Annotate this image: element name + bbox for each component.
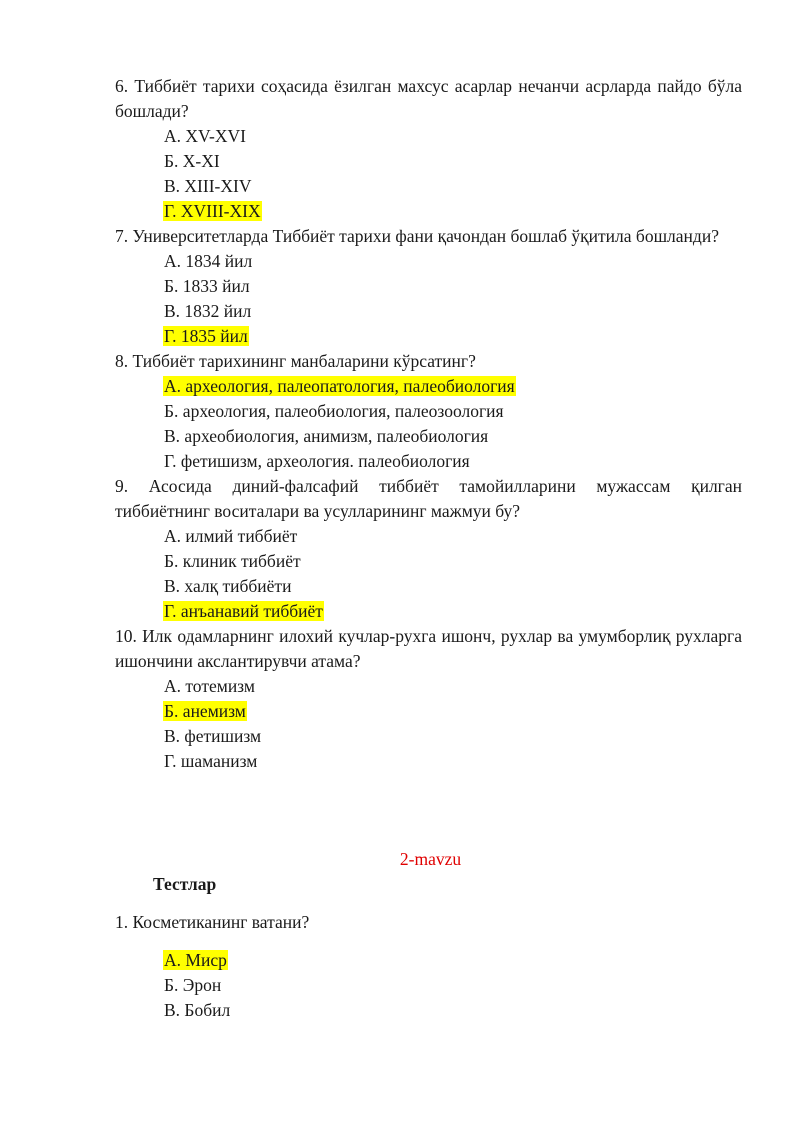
option-a bbox=[163, 524, 742, 549]
option-label: В. фетишизм bbox=[164, 726, 262, 746]
option-label: А. XV-XVI bbox=[164, 126, 246, 146]
option-label: А. 1834 йил bbox=[164, 251, 253, 271]
option-list bbox=[115, 124, 742, 224]
document-page bbox=[115, 74, 742, 1023]
option-c bbox=[163, 174, 742, 199]
option-label: Г. фетишизм, археология. палеобиология bbox=[164, 451, 470, 471]
option-label: Б. анемизм bbox=[164, 701, 246, 721]
option-label: В. Бобил bbox=[164, 1000, 231, 1020]
question-block bbox=[115, 624, 742, 774]
question-block bbox=[115, 474, 742, 624]
question-text: 1. Косметиканинг ватани? bbox=[115, 912, 310, 932]
option-c bbox=[163, 724, 742, 749]
option-b bbox=[163, 549, 742, 574]
section-heading: Тестлар bbox=[153, 874, 217, 894]
option-b bbox=[163, 699, 742, 724]
option-list bbox=[115, 948, 742, 1023]
question-block bbox=[115, 74, 742, 224]
option-list bbox=[115, 374, 742, 474]
question-text: 8. Тиббиёт тарихининг манбаларини кўрсатинг? bbox=[115, 351, 476, 371]
option-label: Г. 1835 йил bbox=[164, 326, 248, 346]
option-label: Г. XVIII-XIX bbox=[164, 201, 261, 221]
option-a bbox=[163, 249, 742, 274]
option-label: Г. анъанавий тиббиёт bbox=[164, 601, 323, 621]
option-b bbox=[163, 274, 742, 299]
option-d bbox=[163, 449, 742, 474]
option-d bbox=[163, 199, 742, 224]
option-b bbox=[163, 973, 742, 998]
question-block bbox=[115, 910, 742, 1023]
option-a bbox=[163, 674, 742, 699]
option-label: А. Миср bbox=[164, 950, 227, 970]
option-label: Б. 1833 йил bbox=[164, 276, 250, 296]
option-list bbox=[115, 524, 742, 624]
option-a bbox=[163, 124, 742, 149]
topic-title: 2-mavzu bbox=[399, 849, 462, 869]
option-a bbox=[163, 374, 742, 399]
option-label: А. археология, палеопатология, палеобиология bbox=[164, 376, 515, 396]
option-d bbox=[163, 324, 742, 349]
question-list bbox=[115, 74, 742, 774]
option-label: А. тотемизм bbox=[164, 676, 255, 696]
option-a bbox=[163, 948, 742, 973]
option-label: В. 1832 йил bbox=[164, 301, 252, 321]
option-b bbox=[163, 149, 742, 174]
option-label: Б. X-XI bbox=[164, 151, 220, 171]
option-label: Б. археология, палеобиология, палеозоология bbox=[164, 401, 504, 421]
option-b bbox=[163, 399, 742, 424]
option-label: Б. клиник тиббиёт bbox=[164, 551, 301, 571]
option-label: Б. Эрон bbox=[164, 975, 222, 995]
option-list bbox=[115, 249, 742, 349]
option-d bbox=[163, 749, 742, 774]
question-text: 10. Илк одамларнинг илохий кучлар-рухга ишонч, рухлар ва умумборлиқ рухларга ишончини акслантирувчи атама? bbox=[115, 626, 742, 671]
option-c bbox=[163, 574, 742, 599]
option-c bbox=[163, 424, 742, 449]
option-c bbox=[163, 998, 742, 1023]
question-text: 7. Университетларда Тиббиёт тарихи фани қачондан бошлаб ўқитила бошланди? bbox=[115, 226, 719, 246]
option-c bbox=[163, 299, 742, 324]
option-list bbox=[115, 674, 742, 774]
question-block bbox=[115, 224, 742, 349]
question-block bbox=[115, 349, 742, 474]
option-label: В. халқ тиббиёти bbox=[164, 576, 292, 596]
option-label: А. илмий тиббиёт bbox=[164, 526, 298, 546]
option-label: В. археобиология, анимизм, палеобиология bbox=[164, 426, 489, 446]
option-d bbox=[163, 599, 742, 624]
option-label: В. XIII-XIV bbox=[164, 176, 252, 196]
question-text: 9. Асосида диний-фалсафий тиббиёт тамойилларини мужассам қилган тиббиётнинг воситалари ва усулларининг мажмуи бу? bbox=[115, 476, 742, 521]
question-text: 6. Тиббиёт тарихи соҳасида ёзилган махсус асарлар нечанчи асрларда пайдо бўла бошлади? bbox=[115, 76, 742, 121]
option-label: Г. шаманизм bbox=[164, 751, 258, 771]
